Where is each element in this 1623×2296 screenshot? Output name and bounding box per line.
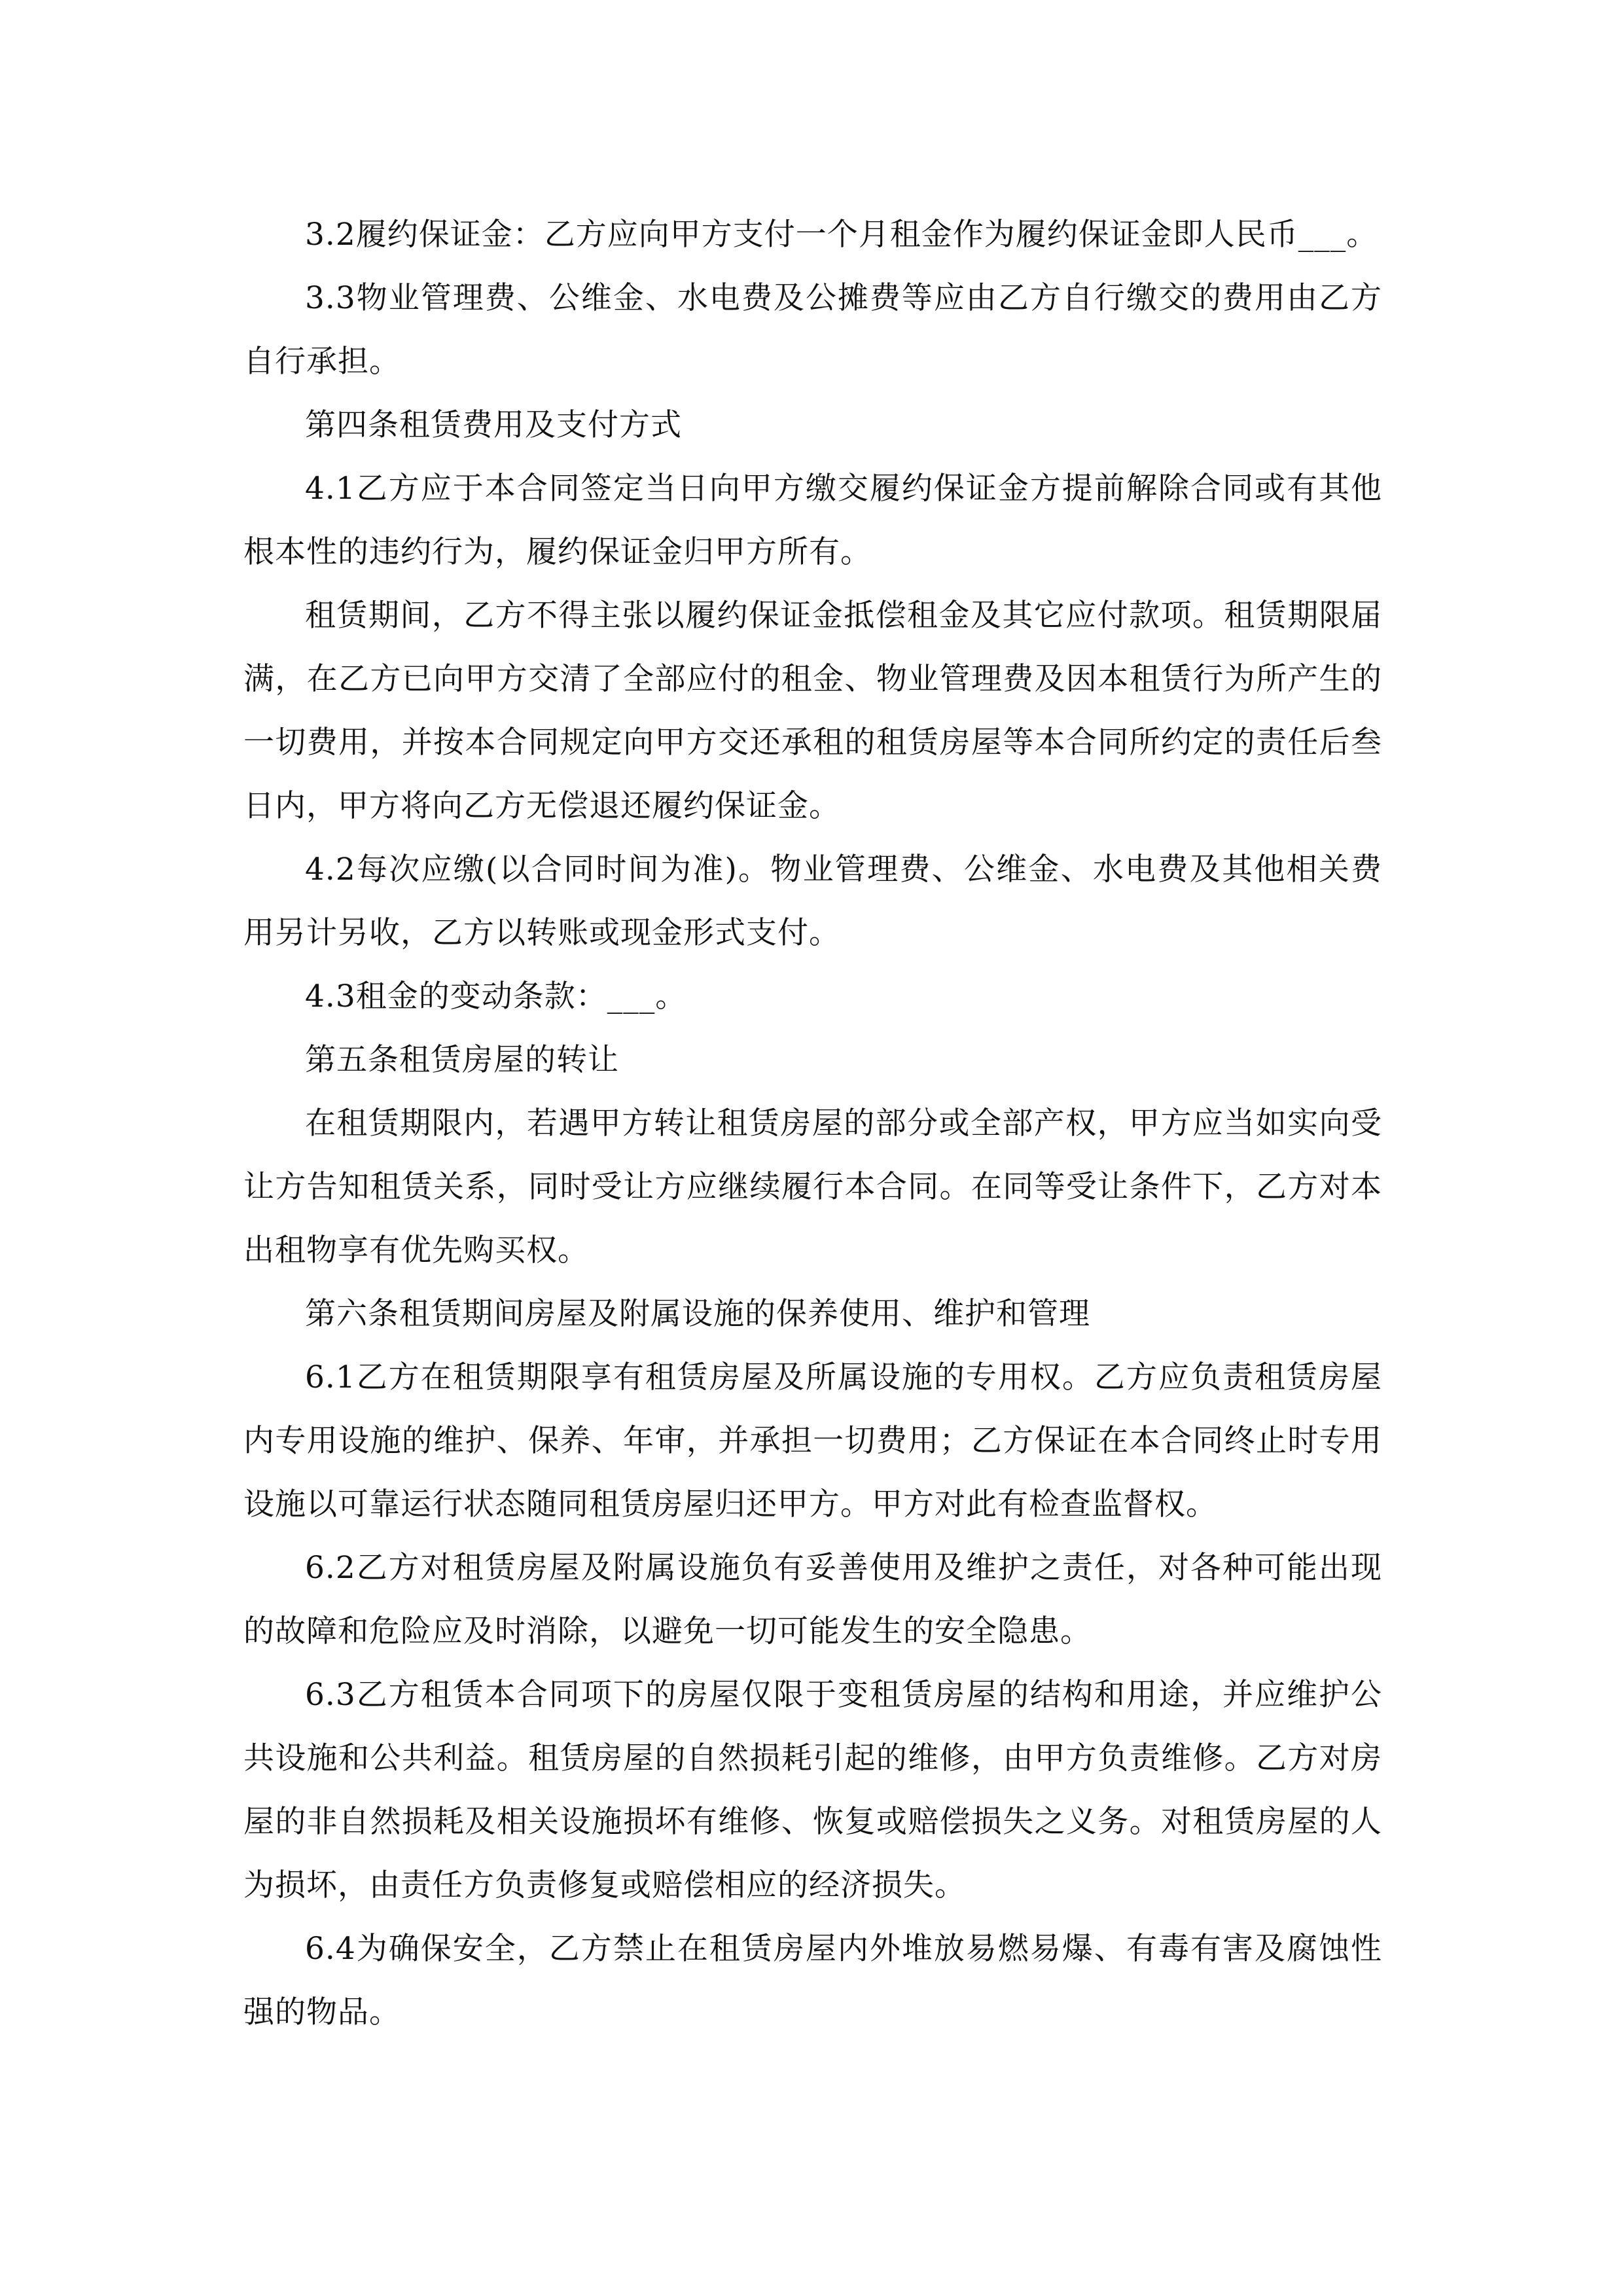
document-page [243,203,1382,2044]
paragraph-6-4: 6.4为确保安全，乙方禁止在租赁房屋内外堆放易燃易爆、有毒有害及腐蚀性强的物品。 [243,1931,1382,2030]
paragraph-4-3: 4.3租金的变动条款：___。 [305,978,687,1014]
section-heading-6: 第六条租赁期间房屋及附属设施的保养使用、维护和管理 [305,1296,1090,1332]
paragraph-4-2: 4.2每次应缴(以合同时间为准)。物业管理费、公维金、水电费及其他相关费用另计另收，乙方以转账或现金形式支付。 [243,852,1382,951]
paragraph-transfer: 在租赁期限内，若遇甲方转让租赁房屋的部分或全部产权，甲方应当如实向受让方告知租赁关系，同时受让方应继续履行本合同。在同等受让条件下，乙方对本出租物享有优先购买权。 [243,1105,1382,1268]
paragraph-3-3: 3.3物业管理费、公维金、水电费及公摊费等应由乙方自行缴交的费用由乙方自行承担。 [243,280,1382,380]
paragraph-3-2: 3.2履约保证金：乙方应向甲方支付一个月租金作为履约保证金即人民币___。 [305,217,1378,253]
paragraph-deposit-refund: 租赁期间，乙方不得主张以履约保证金抵偿租金及其它应付款项。租赁期限届满，在乙方已向甲方交清了全部应付的租金、物业管理费及因本租赁行为所产生的一切费用，并按本合同规定向甲方交还承租的租赁房屋等本合同所约定的责任后叁日内，甲方将向乙方无偿退还履约保证金。 [243,598,1382,824]
section-heading-5: 第五条租赁房屋的转让 [305,1042,619,1078]
section-heading-4: 第四条租赁费用及支付方式 [305,407,682,443]
paragraph-4-1: 4.1乙方应于本合同签定当日向甲方缴交履约保证金方提前解除合同或有其他根本性的违约行为，履约保证金归甲方所有。 [243,471,1382,570]
paragraph-6-2: 6.2乙方对租赁房屋及附属设施负有妥善使用及维护之责任，对各种可能出现的故障和危险应及时消除，以避免一切可能发生的安全隐患。 [243,1550,1382,1649]
paragraph-6-1: 6.1乙方在租赁期限享有租赁房屋及所属设施的专用权。乙方应负责租赁房屋内专用设施的维护、保养、年审，并承担一切费用；乙方保证在本合同终止时专用设施以可靠运行状态随同租赁房屋归还甲方。甲方对此有检查监督权。 [243,1359,1382,1522]
paragraph-6-3: 6.3乙方租赁本合同项下的房屋仅限于变租赁房屋的结构和用途，并应维护公共设施和公共利益。租赁房屋的自然损耗引起的维修，由甲方负责维修。乙方对房屋的非自然损耗及相关设施损坏有维修、恢复或赔偿损失之义务。对租赁房屋的人为损坏，由责任方负责修复或赔偿相应的经济损失。 [243,1677,1382,1903]
